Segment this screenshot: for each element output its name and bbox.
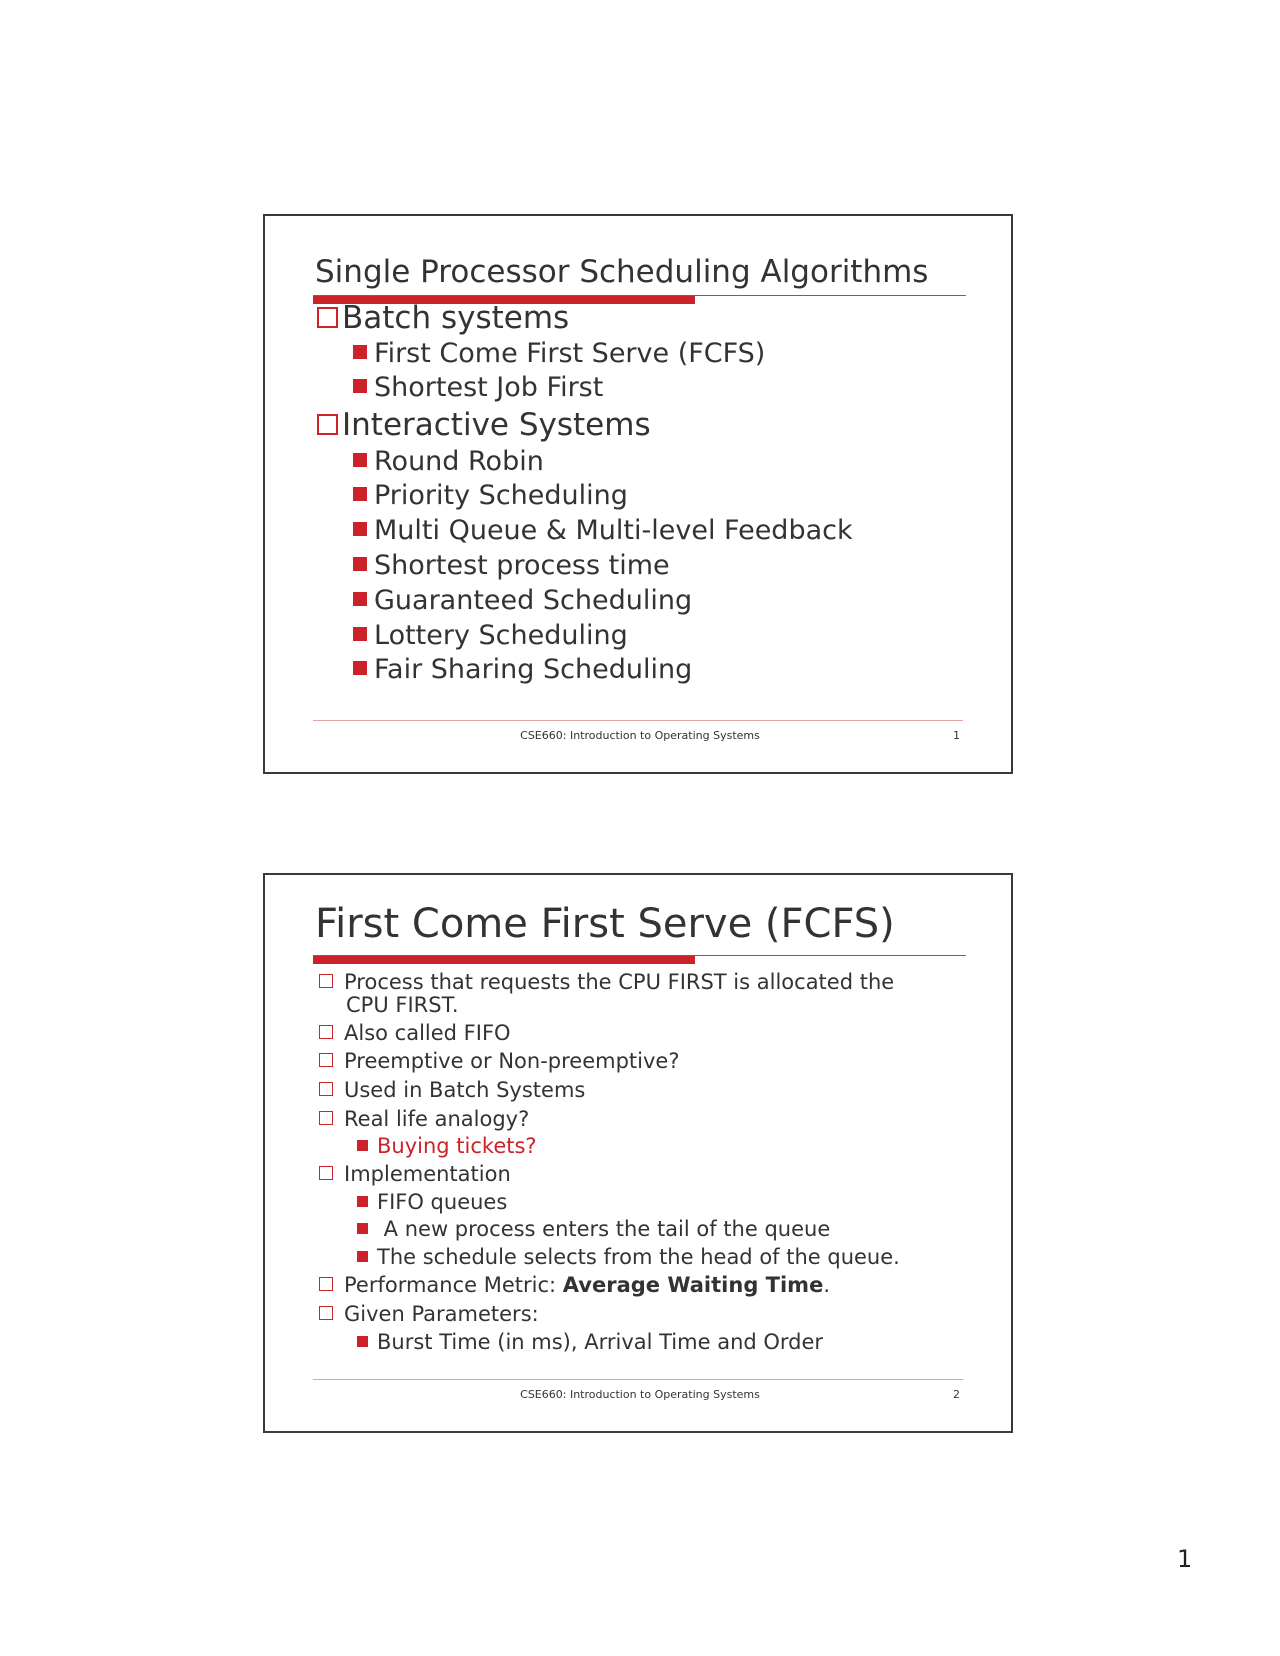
square-bullet-icon <box>353 661 367 675</box>
footer-divider <box>313 1379 963 1380</box>
square-bullet-icon <box>353 379 367 393</box>
square-bullet-icon <box>357 1196 368 1207</box>
square-bullet-icon <box>353 557 367 571</box>
list-item: Real life analogy? <box>319 1107 529 1131</box>
list-item: Fair Sharing Scheduling <box>353 654 692 685</box>
square-bullet-icon <box>357 1140 368 1151</box>
square-bullet-icon <box>357 1223 368 1234</box>
list-item: A new process enters the tail of the queue <box>357 1217 830 1241</box>
checkbox-bullet-icon <box>319 1277 333 1291</box>
list-item-continuation: CPU FIRST. <box>346 993 459 1017</box>
list-item: Implementation <box>319 1162 511 1186</box>
list-item: Buying tickets? <box>357 1134 537 1158</box>
title-accent-bar <box>313 956 695 964</box>
slide-number: 1 <box>953 729 960 742</box>
checkbox-bullet-icon <box>319 1306 333 1320</box>
slide-number: 2 <box>953 1388 960 1401</box>
list-item: Guaranteed Scheduling <box>353 585 692 616</box>
square-bullet-icon <box>353 487 367 501</box>
section-batch-systems: Batch systems <box>317 300 569 336</box>
checkbox-bullet-icon <box>319 1053 333 1067</box>
checkbox-bullet-icon <box>319 974 333 988</box>
list-item: Multi Queue & Multi-level Feedback <box>353 515 853 546</box>
footer-divider <box>313 720 963 721</box>
square-bullet-icon <box>353 522 367 536</box>
list-item: Priority Scheduling <box>353 480 628 511</box>
square-bullet-icon <box>353 345 367 359</box>
list-item: Round Robin <box>353 446 544 477</box>
list-item: Shortest Job First <box>353 372 603 403</box>
page-number: 1 <box>1177 1545 1193 1573</box>
list-item: Process that requests the CPU FIRST is allocated the <box>319 970 894 994</box>
square-bullet-icon <box>353 592 367 606</box>
slide-title: First Come First Serve (FCFS) <box>315 901 895 947</box>
list-item: Shortest process time <box>353 550 670 581</box>
square-bullet-icon <box>357 1336 368 1347</box>
list-item: FIFO queues <box>357 1190 507 1214</box>
list-item: Used in Batch Systems <box>319 1078 585 1102</box>
slide-1 <box>263 214 1013 774</box>
slide-footer: CSE660: Introduction to Operating Systems <box>520 729 760 742</box>
list-item: Performance Metric: Average Waiting Time. <box>319 1273 830 1297</box>
list-item: Preemptive or Non-preemptive? <box>319 1049 679 1073</box>
checkbox-bullet-icon <box>319 1166 333 1180</box>
checkbox-bullet-icon <box>319 1025 333 1039</box>
slide-2 <box>263 873 1013 1433</box>
checkbox-bullet-icon <box>319 1111 333 1125</box>
square-bullet-icon <box>357 1251 368 1262</box>
section-interactive-systems: Interactive Systems <box>317 407 651 443</box>
list-item: Given Parameters: <box>319 1302 539 1326</box>
list-item: The schedule selects from the head of the queue. <box>357 1245 900 1269</box>
list-item: Also called FIFO <box>319 1021 511 1045</box>
slide-title: Single Processor Scheduling Algorithms <box>315 254 929 290</box>
slide-footer: CSE660: Introduction to Operating Systems <box>520 1388 760 1401</box>
checkbox-bullet-icon <box>317 307 338 328</box>
checkbox-bullet-icon <box>319 1082 333 1096</box>
list-item: First Come First Serve (FCFS) <box>353 338 765 369</box>
square-bullet-icon <box>353 627 367 641</box>
list-item: Burst Time (in ms), Arrival Time and Order <box>357 1330 823 1354</box>
square-bullet-icon <box>353 453 367 467</box>
checkbox-bullet-icon <box>317 414 338 435</box>
list-item: Lottery Scheduling <box>353 620 628 651</box>
